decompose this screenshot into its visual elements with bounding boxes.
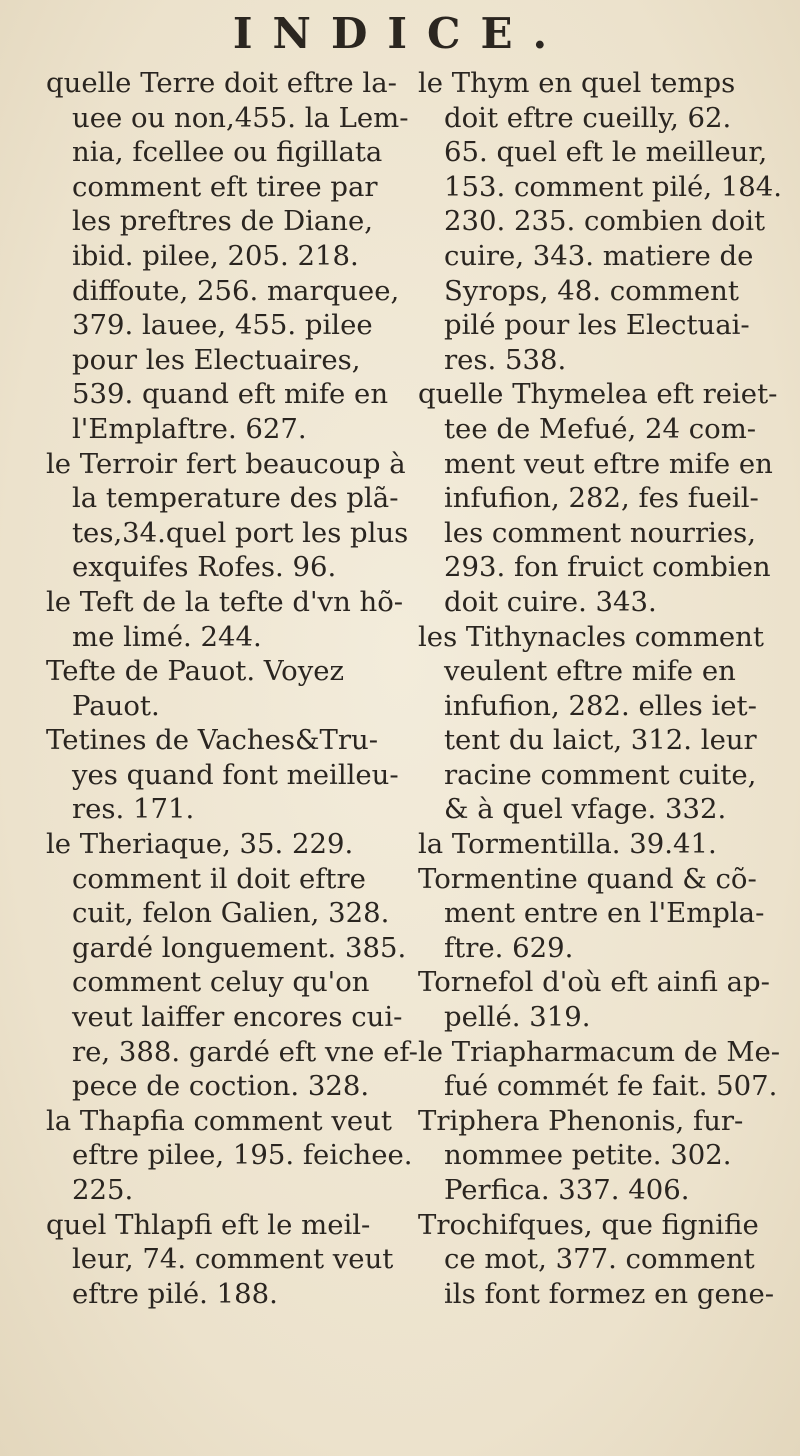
entry-line: ibid. pilee, 205. 218.: [72, 239, 359, 272]
entry-line: pour les Electuaires,: [72, 343, 361, 376]
entry-line: pece de coction. 328.: [72, 1070, 370, 1103]
entry-line: 65. quel eft le meilleur,: [444, 136, 768, 169]
entry-line: tent du laict, 312. leur: [444, 724, 757, 757]
entry-line: 153. comment pilé, 184.: [444, 170, 783, 203]
entry-line: les comment nourries,: [444, 516, 757, 549]
entry-line: Perfica. 337. 406.: [444, 1174, 690, 1206]
index-entry: [418, 66, 790, 377]
entry-line: diffoute, 256. marquee,: [72, 274, 400, 307]
entry-line: quel Thlapfi eft le meil-: [46, 1208, 371, 1241]
entry-line: nia, fcellee ou figillata: [72, 136, 383, 169]
entry-line: leur, 74. comment veut: [72, 1243, 394, 1276]
entry-line: ils font formez en gene-: [444, 1277, 775, 1310]
entry-line: 230. 235. combien doit: [444, 205, 766, 238]
entry-line: pilé pour les Electuai-: [444, 309, 750, 342]
entry-line: pellé. 319.: [444, 1001, 591, 1034]
entry-line: quelle Terre doit eftre la-: [46, 67, 397, 99]
entry-line: 379. lauee, 455. pilee: [72, 309, 373, 342]
entry-line: ment veut eftre mife en: [444, 447, 773, 480]
index-entry: [46, 654, 396, 723]
entry-line: 293. fon fruict combien: [444, 551, 771, 584]
entry-line: le Triapharmacum de Me-: [418, 1035, 781, 1068]
entry-line: 539. quand eft mife en: [72, 378, 389, 411]
entry-line: l'Emplaftre. 627.: [72, 412, 307, 445]
entry-line: comment celuy qu'on: [72, 966, 370, 999]
index-entry: [46, 1208, 396, 1312]
entry-line: veut laiffer encores cui-: [72, 1001, 403, 1034]
index-column-right: [418, 66, 790, 1311]
entry-line: uee ou non,455. la Lem-: [72, 101, 409, 134]
entry-line: quelle Thymelea eft reiet-: [418, 378, 778, 411]
entry-line: nommee petite. 302.: [444, 1139, 732, 1172]
entry-line: les Tithynacles comment: [418, 620, 764, 653]
entry-line: cuire, 343. matiere de: [444, 239, 754, 272]
index-column-left: [46, 66, 418, 1311]
entry-line: eftre pilé. 188.: [72, 1277, 278, 1310]
entry-line: Syrops, 48. comment: [444, 274, 739, 307]
entry-line: racine comment cuite,: [444, 758, 757, 791]
entry-line: gardé longuement. 385.: [72, 931, 407, 964]
entry-line: yes quand font meilleu-: [72, 758, 399, 791]
entry-line: Triphera Phenonis, fur-: [418, 1104, 744, 1137]
entry-line: le Teft de la tefte d'vn hõ-: [46, 585, 404, 618]
index-entry: [418, 862, 790, 966]
index-entry: [46, 66, 409, 447]
entry-line: Tornefol d'où eft ainfi ap-: [418, 966, 770, 999]
entry-line: doit cuire. 343.: [444, 585, 657, 618]
entry-line: cuit, felon Galien, 328.: [72, 897, 390, 930]
entry-line: Tormentine quand & cõ-: [418, 862, 757, 895]
index-entry: [46, 1104, 413, 1208]
index-entry: [46, 585, 404, 654]
entry-line: ment entre en l'Empla-: [444, 897, 765, 930]
entry-line: comment eft tiree par: [72, 170, 378, 203]
entry-line: Tetines de Vaches&Tru-: [46, 724, 378, 757]
entry-line: la Thapfia comment veut: [46, 1104, 392, 1137]
index-entry: [418, 377, 790, 619]
index-entry: [46, 723, 399, 827]
entry-line: veulent eftre mife en: [444, 655, 736, 688]
entry-line: tee de Mefué, 24 com-: [444, 412, 757, 445]
entry-line: tes,34.quel port les plus: [72, 516, 409, 549]
entry-line: infufion, 282. elles iet-: [444, 689, 757, 722]
entry-line: 225.: [72, 1174, 134, 1206]
entry-line: les preftres de Diane,: [72, 205, 374, 238]
index-entry: [418, 1035, 790, 1104]
page-header: INDICE.: [232, 9, 568, 58]
entry-line: Tefte de Pauot. Voyez: [46, 655, 345, 688]
index-entry: [418, 1208, 790, 1312]
entry-line: la Tormentilla. 39.41.: [418, 828, 717, 861]
entry-line: le Terroir fert beaucoup à: [46, 447, 406, 480]
index-entry: [418, 827, 790, 862]
entry-line: fué commét fe fait. 507.: [444, 1070, 778, 1103]
entry-line: eftre pilee, 195. feichee.: [72, 1139, 413, 1172]
entry-line: res. 171.: [72, 793, 195, 826]
entry-line: Pauot.: [72, 689, 160, 722]
entry-line: re, 388. gardé eft vne ef-: [72, 1035, 418, 1068]
entry-line: le Thym en quel temps: [418, 67, 736, 99]
entry-line: res. 538.: [444, 343, 567, 376]
index-entry: [46, 447, 409, 585]
entry-line: & à quel vfage. 332.: [444, 793, 727, 826]
entry-line: la temperature des plã-: [72, 482, 399, 515]
entry-line: ftre. 629.: [444, 931, 574, 964]
entry-line: doit eftre cueilly, 62.: [444, 101, 732, 134]
index-entry: [46, 827, 418, 1104]
entry-line: infufion, 282, fes fueil-: [444, 482, 759, 515]
entry-line: exquifes Rofes. 96.: [72, 551, 337, 584]
index-entry: [418, 965, 790, 1034]
index-entry: [418, 1104, 790, 1208]
index-entry: [418, 620, 790, 828]
entry-line: me limé. 244.: [72, 620, 262, 653]
entry-line: Trochifques, que fignifie: [418, 1208, 759, 1241]
entry-line: comment il doit eftre: [72, 862, 366, 895]
entry-line: ce mot, 377. comment: [444, 1243, 755, 1276]
entry-line: le Theriaque, 35. 229.: [46, 828, 354, 861]
